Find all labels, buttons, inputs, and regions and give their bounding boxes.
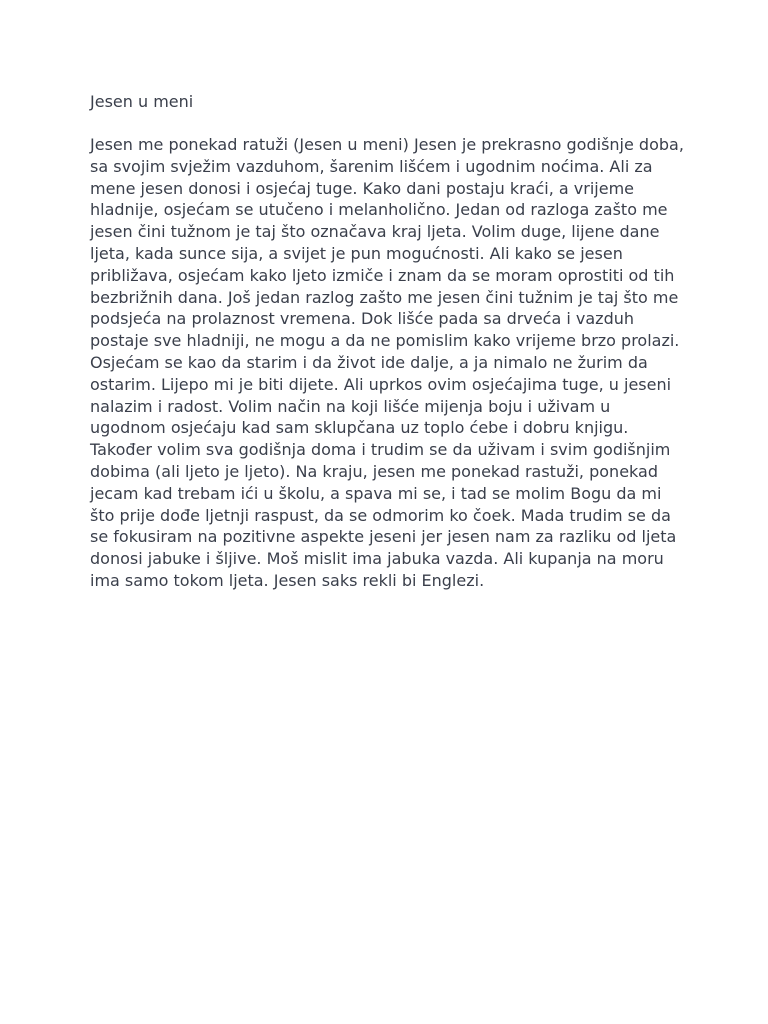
body-line: ugodnom osjećaju kad sam sklupčana uz toplo ćebe i dobru knjigu. [90, 418, 629, 438]
body-line: postaje sve hladniji, ne mogu a da ne pomislim kako vrijeme brzo prolazi. [90, 331, 680, 351]
body-line: ostarim. Lijepo mi je biti dijete. Ali uprkos ovim osjećajima tuge, u jeseni [90, 374, 672, 394]
body-line: jecam kad trebam ići u školu, a spava mi se, i tad se molim Bogu da mi [90, 483, 662, 503]
document-title: Jesen u meni [90, 92, 194, 111]
body-line: Osjećam se kao da starim i da život ide dalje, a ja nimalo ne žurim da [90, 352, 648, 372]
body-line: se fokusiram na pozitivne aspekte jeseni jer jesen nam za razliku od ljeta [90, 527, 677, 547]
body-line: što prije dođe ljetnji raspust, da se odmorim ko čoek. Mada trudim se da [90, 505, 671, 525]
body-line: Jesen me ponekad ratuži (Jesen u meni) Jesen je prekrasno godišnje doba, [90, 135, 684, 154]
body-line: bezbrižnih dana. Još jedan razlog zašto me jesen čini tužnim je taj što me [90, 287, 679, 307]
document-body [90, 134, 684, 592]
body-line: mene jesen donosi i osjećaj tuge. Kako dani postaju kraći, a vrijeme [90, 178, 635, 198]
body-line: hladnije, osjećam se utučeno i melanholično. Jedan od razloga zašto me [90, 200, 668, 220]
body-line: ima samo tokom ljeta. Jesen saks rekli bi Englezi. [90, 570, 485, 590]
body-line: sa svojim svježim vazduhom, šarenim lišćem i ugodnim noćima. Ali za [90, 156, 653, 176]
body-line: donosi jabuke i šljive. Moš mislit ima jabuka vazda. Ali kupanja na moru [90, 549, 664, 569]
body-line: Također volim sva godišnja doma i trudim se da uživam i svim godišnjim [90, 440, 671, 460]
body-line: podsjeća na prolaznost vremena. Dok lišće pada sa drveća i vazduh [90, 309, 634, 329]
body-line: dobima (ali ljeto je ljeto). Na kraju, jesen me ponekad rastuži, ponekad [90, 461, 658, 481]
body-line: nalazim i radost. Volim način na koji lišće mijenja boju i uživam u [90, 396, 611, 416]
body-line: jesen čini tužnom je taj što označava kraj ljeta. Volim duge, lijene dane [90, 222, 660, 242]
body-line: ljeta, kada sunce sija, a svijet je pun mogućnosti. Ali kako se jesen [90, 243, 623, 263]
body-line: približava, osjećam kako ljeto izmiče i znam da se moram oprostiti od tih [90, 265, 675, 285]
